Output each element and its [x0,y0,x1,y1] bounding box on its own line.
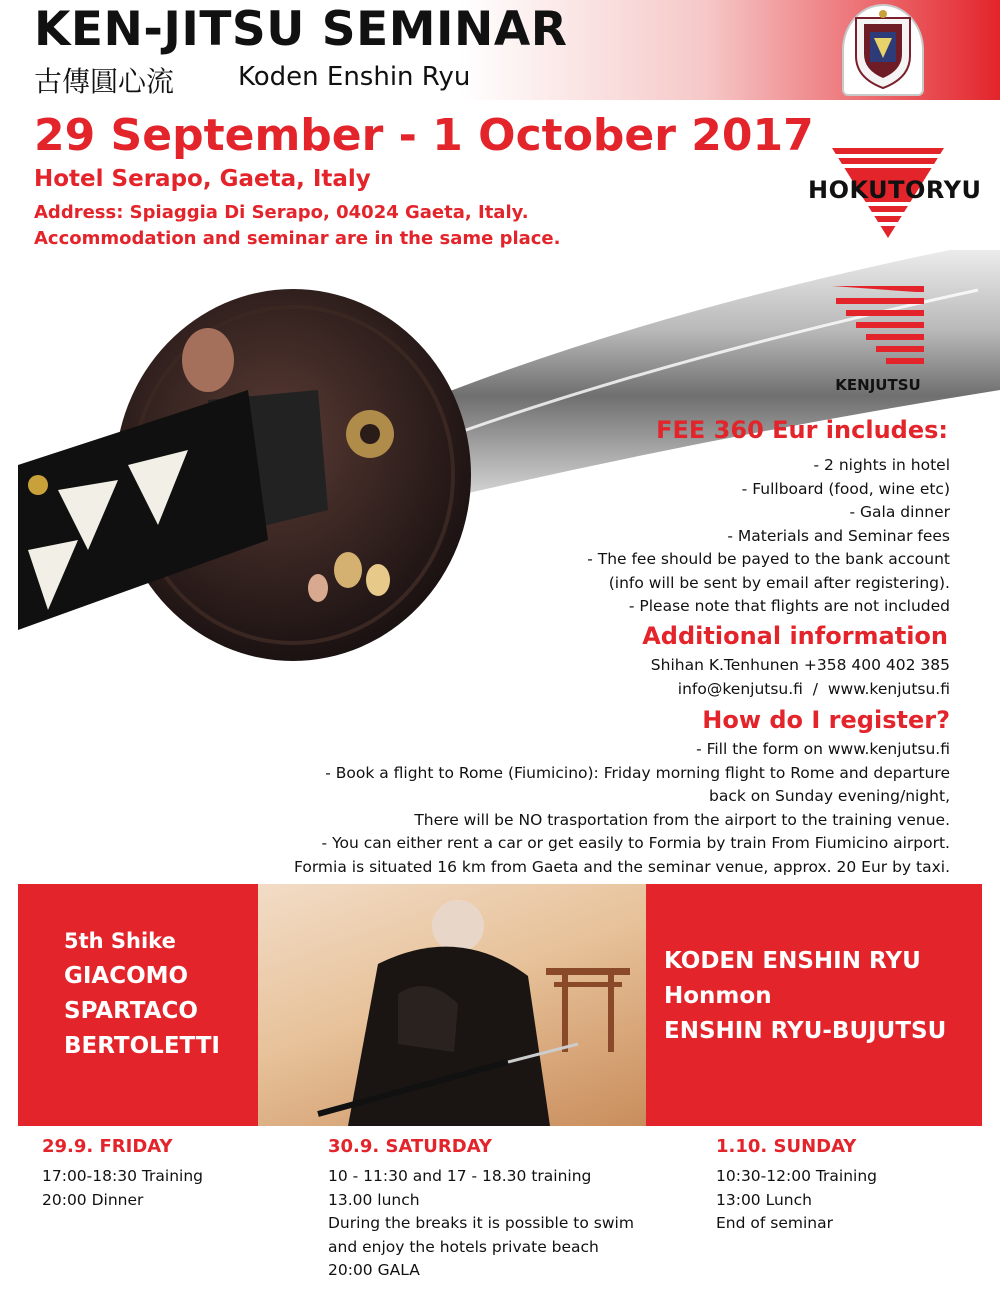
register-item: - Book a flight to Rome (Fiumicino): Friday morning flight to Rome and departure [325,763,950,782]
schedule-day-friday [42,1136,203,1212]
schedule-entry: 10:30-12:00 Training [716,1167,878,1185]
instructor-last-name: BERTOLETTI [64,1033,220,1059]
contact-phone: Shihan K.Tenhunen +358 400 402 385 [650,656,950,674]
additional-heading: Additional information [642,622,948,650]
schedule-day-saturday [328,1136,634,1283]
schedule-entry: During the breaks it is possible to swim [328,1214,634,1232]
schedule-entry: End of seminar [716,1214,833,1232]
fee-item: - Gala dinner [849,503,950,521]
register-list [294,738,950,879]
schedule-entry: and enjoy the hotels private beach [328,1237,599,1256]
register-item: There will be NO trasportation from the airport to the training venue. [414,810,950,829]
kenjutsu-logo-text: KENJUTSU [835,376,921,394]
contact-web-email[interactable]: info@kenjutsu.fi / www.kenjutsu.fi [677,679,950,698]
instructor-rank: 5th Shike [64,929,176,953]
schedule-day-heading: 29.9. FRIDAY [42,1136,173,1157]
school-line: KODEN ENSHIN RYU [664,948,921,974]
page-title: KEN-JITSU SEMINAR [34,2,568,57]
school-name [664,944,946,1049]
fee-list [587,454,950,619]
schedule-entry: 13.00 lunch [328,1190,420,1209]
register-item: Formia is situated 16 km from Gaeta and the seminar venue, approx. 20 Eur by taxi. [293,857,950,876]
contact-list [651,654,950,701]
accommodation-note: Accommodation and seminar are in the same place. [34,228,561,249]
schedule-day-sunday [716,1136,877,1236]
fee-item: - Fullboard (food, wine etc) [741,479,950,498]
register-item: - You can either rent a car or get easily to Formia by train From Fiumicino airport. [321,834,950,852]
hokutoryu-logo-text: HOKUTORYU [808,176,982,204]
schedule-entry: 13:00 Lunch [716,1190,812,1209]
register-item: back on Sunday evening/night, [709,787,950,805]
school-line: Honmon [664,983,772,1009]
subtitle-latin: Koden Enshin Ryu [238,62,471,92]
schedule-day-heading: 1.10. SUNDAY [716,1136,857,1157]
schedule-entry: 20:00 Dinner [42,1190,144,1209]
fee-item: - 2 nights in hotel [813,456,950,474]
schedule-entry: 10 - 11:30 and 17 - 18.30 training [328,1167,592,1185]
schedule-day-heading: 30.9. SATURDAY [328,1136,492,1157]
kenjutsu-logo [830,284,926,374]
event-venue: Hotel Serapo, Gaeta, Italy [34,166,371,192]
fee-item: - Materials and Seminar fees [727,526,950,545]
school-crest-logo [842,4,924,96]
register-item: - Fill the form on www.kenjutsu.fi [696,740,950,758]
register-heading: How do I register? [702,706,950,734]
fee-heading: FEE 360 Eur includes: [656,416,948,444]
school-line: ENSHIN RYU-BUJUTSU [664,1018,947,1044]
instructor-photo [258,884,646,1126]
event-address: Address: Spiaggia Di Serapo, 04024 Gaeta, Italy. [34,202,529,223]
fee-item: (info will be sent by email after registering). [608,573,950,592]
schedule-entry: 20:00 GALA [328,1261,420,1279]
subtitle-kanji: 古傳圓心流 [34,65,175,98]
instructor-first-name: GIACOMO [64,963,189,989]
schedule-entry: 17:00-18:30 Training [42,1167,204,1185]
instructor-middle-name: SPARTACO [64,998,198,1024]
fee-item: - The fee should be payed to the bank account [587,550,950,568]
fee-item: - Please note that flights are not included [628,597,950,615]
instructor-name [64,924,220,1064]
event-dates: 29 September - 1 October 2017 [34,110,814,161]
